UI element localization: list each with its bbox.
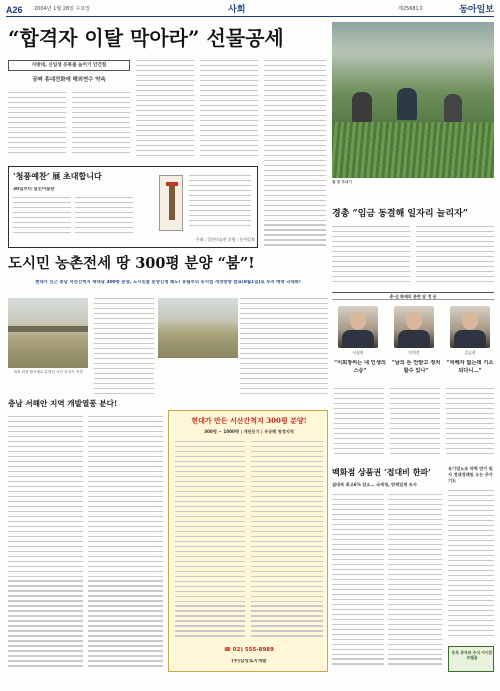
issue-date: 2004년 1월 28일 수요일 (34, 6, 91, 12)
land-ad-title: 현대가 만든 서산간척지 300평 분양! (191, 416, 307, 425)
lead-body-col-1 (8, 92, 66, 160)
kyungchong-body-1 (332, 226, 410, 286)
notice-title: ‘청풍예찬’ 展 초대합니다 (13, 171, 102, 181)
land-ad-sub: 300평 ~ 1000평 | 개인등기 | 무공해 청정지역 (204, 429, 294, 434)
interview-quote-1: “이회창씨는 내 인생의 스승” (334, 360, 386, 374)
dept-store-body-2 (388, 494, 442, 672)
interview-section-head (332, 292, 494, 300)
page-header (6, 3, 494, 17)
rice-planting-photo (332, 22, 494, 178)
interview-quote-2: “남의 돈 안받고 정치할수 있나” (391, 360, 441, 374)
feature-body-2 (240, 298, 328, 398)
notice-body-1 (13, 197, 71, 237)
interview-quote-3: “피해자 없는데 기소되다니…” (446, 360, 494, 374)
union-headline: 유기업노조 약력 반기 원사 정대정레원 오는 주가기도 (448, 466, 493, 483)
dept-store-sub: 설대목 최고6% 감소… 국세청, 탄력있게 조사 (332, 482, 417, 487)
map-caption: 세계 최장 방조제로 유명한 서산 간척지 전경 (13, 370, 83, 374)
feature-headline: 도시민 농촌전세 땅 300평 분양 “붐”! (8, 255, 255, 272)
painting-image (159, 175, 183, 231)
notice-body-3 (189, 175, 251, 231)
exhibition-notice-box (8, 166, 258, 248)
classified-ad-text: 동포 종자와 주식 아이콘모텔올 (451, 650, 493, 660)
interview-section-title: 총·선 화제의 관련 담 정 옹 (389, 294, 437, 299)
classified-ad (448, 646, 494, 672)
seohaean-body-1 (8, 416, 83, 672)
lead-subhead-2: 공짜 휴대전화에 해외연수 약속 (32, 77, 106, 83)
paper-logo: 동아일보 (459, 5, 494, 15)
interviewee-name-3: 김금현 (464, 350, 476, 355)
page-number: A26 (6, 5, 23, 15)
portrait-2 (394, 306, 434, 348)
lead-headline: “합격자 이탈 막아라” 선물공세 (8, 26, 284, 50)
photo-caption-title: 봄 첫 모내기 (332, 180, 352, 184)
section-title: 사회 (228, 5, 246, 15)
dept-store-headline: 백화점 상품권 ‘접대비 한파’ (332, 467, 431, 477)
land-ad-box (168, 410, 328, 672)
lead-body-col-4 (200, 60, 258, 160)
dept-store-body-1 (332, 494, 384, 672)
union-body (448, 490, 494, 642)
land-ad-body-2 (251, 441, 323, 641)
edition-number: 제25681호 (398, 6, 424, 12)
interview-body-3 (446, 388, 494, 460)
lead-body-col-3 (136, 60, 194, 160)
lead-body-col-5 (264, 60, 326, 250)
portrait-1 (338, 306, 378, 348)
lead-subhead-box: 지방대, 신입생 등록률 높이기 안간힘 (8, 60, 130, 71)
interviewee-name-2: 안희정 (408, 350, 420, 355)
kyungchong-headline: 경총 “임금 동결해 일자리 늘리자” (332, 209, 468, 219)
interview-body-1 (334, 388, 384, 460)
land-ad-phone: ☎ 02) 555-8989 (224, 647, 274, 653)
land-ad-company: (주)삼성토지개발 (231, 659, 267, 664)
notice-sub: 30일부터 일민미술관 (13, 187, 55, 192)
lead-body-col-2 (72, 92, 130, 160)
kyungchong-body-2 (416, 226, 494, 286)
notice-body-2 (75, 197, 133, 237)
seohaean-headline: 충남 서해안 지역 개발열풍 분다! (8, 399, 118, 408)
farmland-photo (158, 298, 238, 358)
interview-body-2 (390, 388, 440, 460)
feature-body-1 (94, 298, 154, 398)
feature-subhead: 현대가 인근 충남 서산간척지 세대당 300평 분양, 도시민들 분양신청 쇄도! 농림부의 농지법 개정방향 발표(8월1일)로 투자 매력 극대화! (35, 280, 301, 285)
seohaean-body-2 (88, 416, 163, 672)
notice-organizer: 주최 : 일민미술관 후원 : 동아일보 (195, 237, 255, 242)
sea-wall-photo (8, 298, 88, 368)
interviewee-name-1: 서청원 (352, 350, 364, 355)
land-ad-body-1 (175, 441, 245, 641)
photo-caption (332, 180, 494, 194)
portrait-3 (450, 306, 490, 348)
